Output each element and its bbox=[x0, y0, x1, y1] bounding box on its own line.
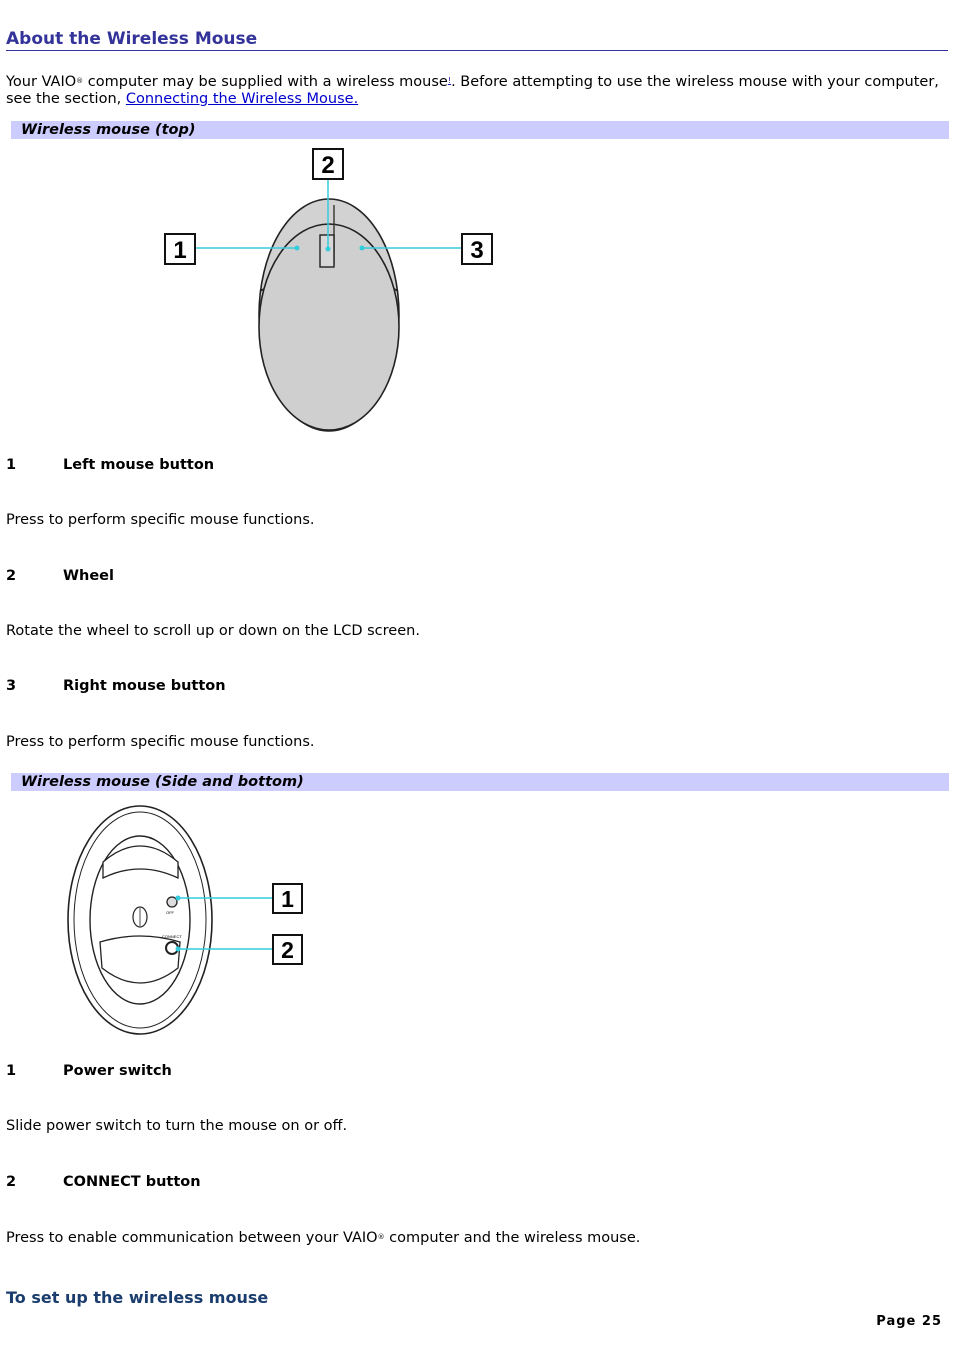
callout-label-1: 1 bbox=[173, 237, 187, 264]
term-description: Slide power switch to turn the mouse on or off. bbox=[6, 1118, 348, 1134]
intro-text: Your VAIO bbox=[6, 74, 77, 90]
intro-text: computer may be supplied with a wireless mouse bbox=[83, 74, 448, 90]
callout-label-2: 2 bbox=[321, 152, 335, 179]
term-description bbox=[6, 1229, 640, 1247]
page-number: Page 25 bbox=[876, 1314, 942, 1329]
connecting-wireless-mouse-link[interactable]: Connecting the Wireless Mouse. bbox=[125, 91, 359, 107]
callout-label-3: 3 bbox=[470, 237, 484, 264]
callout-dot-3 bbox=[360, 246, 365, 251]
section-heading-bottom: Wireless mouse (Side and bottom) bbox=[11, 773, 949, 791]
description-text: Press to enable communication between your VAIO bbox=[6, 1230, 378, 1246]
term-number: 2 bbox=[6, 568, 17, 584]
term-label: Left mouse button bbox=[63, 457, 215, 473]
term-number: 1 bbox=[6, 457, 17, 473]
term-description: Press to perform specific mouse functions. bbox=[6, 734, 315, 750]
term-label: Power switch bbox=[63, 1063, 172, 1079]
term-description: Press to perform specific mouse functions. bbox=[6, 512, 315, 528]
svg-text:CONNECT: CONNECT bbox=[162, 934, 182, 939]
term-number: 2 bbox=[6, 1174, 17, 1190]
term-number: 3 bbox=[6, 678, 17, 694]
description-text: computer and the wireless mouse. bbox=[384, 1230, 641, 1246]
term-number: 1 bbox=[6, 1063, 17, 1079]
registered-mark: ® bbox=[377, 1233, 385, 1241]
svg-text:OFF: OFF bbox=[166, 910, 174, 915]
section-heading-top: Wireless mouse (top) bbox=[11, 121, 949, 139]
page-title: About the Wireless Mouse bbox=[6, 30, 948, 51]
callout-label-power: 1 bbox=[281, 886, 294, 912]
footnote-link[interactable]: ! bbox=[447, 76, 452, 85]
term-description: Rotate the wheel to scroll up or down on the LCD screen. bbox=[6, 623, 420, 639]
mouse-bottom-illustration bbox=[60, 800, 310, 1040]
term-label: CONNECT button bbox=[63, 1174, 201, 1190]
subheading-setup: To set up the wireless mouse bbox=[6, 1288, 269, 1307]
mouse-top-illustration bbox=[150, 145, 510, 437]
callout-label-connect: 2 bbox=[281, 937, 294, 963]
intro-text: . Before attempting to use the wireless mouse with your computer, see the section, bbox=[6, 74, 939, 107]
registered-mark: ® bbox=[76, 77, 84, 85]
power-switch-icon bbox=[167, 897, 177, 907]
term-label: Right mouse button bbox=[63, 678, 226, 694]
callout-dot-2 bbox=[326, 247, 331, 252]
intro-paragraph bbox=[6, 72, 946, 108]
term-label: Wheel bbox=[63, 568, 114, 584]
callout-dot-1 bbox=[295, 246, 300, 251]
